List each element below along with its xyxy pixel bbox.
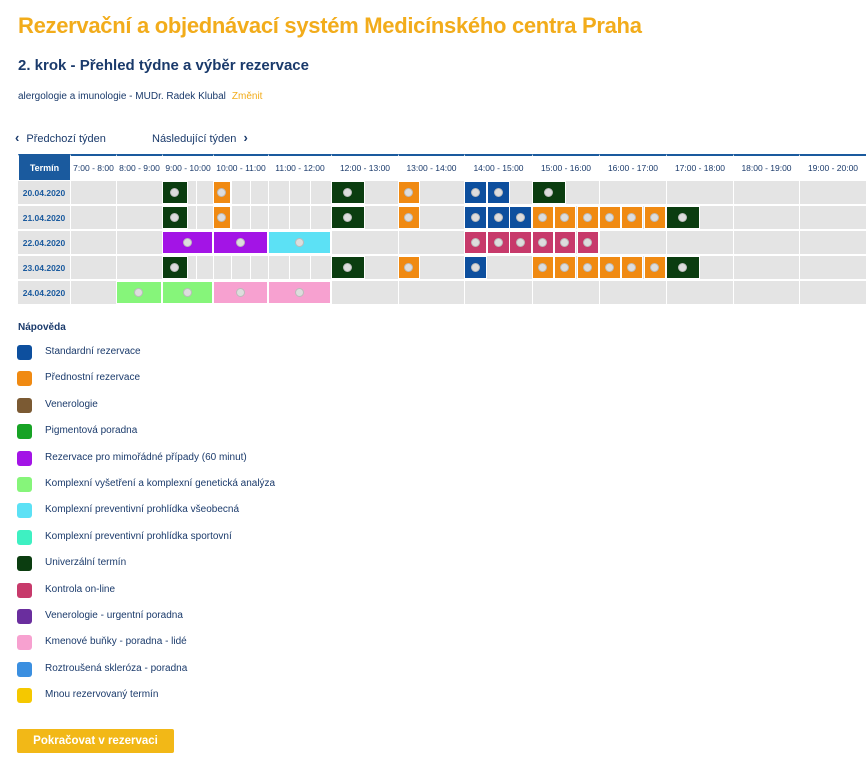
next-week-label: Následující týden [152, 133, 237, 145]
slot-dot-icon [538, 238, 547, 247]
slot-priority[interactable] [621, 206, 643, 229]
slot-priority[interactable] [554, 206, 576, 229]
header-hour: 11:00 - 12:00 [268, 154, 331, 180]
slot-universal[interactable] [666, 256, 700, 279]
legend-label: Kmenové buňky - poradna - lidé [45, 636, 187, 648]
slot-standard[interactable] [464, 256, 487, 279]
date-cell: 24.04.2020 [18, 281, 70, 304]
legend-label: Kontrola on-line [45, 583, 116, 595]
slot-priority[interactable] [398, 206, 420, 229]
slot-dot-icon [605, 213, 614, 222]
page-title: Rezervační a objednávací systém Medicínského centra Praha [18, 13, 642, 38]
hour-separator [398, 281, 399, 304]
header-hour: 18:00 - 19:00 [733, 154, 799, 180]
slot-separator [196, 181, 197, 204]
hour-separator [532, 281, 533, 304]
hour-separator [268, 206, 269, 229]
slot-priority[interactable] [644, 256, 666, 279]
hour-separator [70, 181, 71, 204]
legend-label: Univerzální termín [45, 557, 127, 569]
legend-swatch [17, 609, 32, 624]
slot-dot-icon [494, 188, 503, 197]
slot-separator [250, 206, 251, 229]
date-cell: 20.04.2020 [18, 181, 70, 204]
slot-dot-icon [343, 263, 352, 272]
slot-dot-icon [494, 213, 503, 222]
slot-dot-icon [170, 263, 179, 272]
hour-separator [799, 181, 800, 204]
hour-separator [70, 206, 71, 229]
slot-separator [196, 206, 197, 229]
slot-dot-icon [404, 188, 413, 197]
legend-label: Komplexní preventivní prohlídka všeobecná [45, 504, 240, 516]
slot-dot-icon [295, 238, 304, 247]
slot-priority[interactable] [599, 206, 621, 229]
hour-separator [666, 181, 667, 204]
hour-separator [599, 281, 600, 304]
prev-week-label: Předchozí týden [26, 133, 106, 145]
slot-universal[interactable] [666, 206, 700, 229]
slot-dot-icon [471, 188, 480, 197]
hour-separator [799, 231, 800, 254]
hour-separator [70, 256, 71, 279]
prev-week-link[interactable] [15, 130, 106, 145]
header-hour: 15:00 - 16:00 [532, 154, 599, 180]
hour-separator [733, 281, 734, 304]
slot-dot-icon [544, 188, 553, 197]
slot-dot-icon [343, 213, 352, 222]
slot-dot-icon [236, 238, 245, 247]
slot-standard[interactable] [464, 206, 487, 229]
legend-swatch [17, 556, 32, 571]
slot-universal[interactable] [532, 181, 566, 204]
date-cell: 22.04.2020 [18, 231, 70, 254]
legend-label: Venerologie [45, 398, 98, 410]
slot-dot-icon [538, 263, 547, 272]
header-hour: 14:00 - 15:00 [464, 154, 532, 180]
hour-separator [70, 231, 71, 254]
date-cell: 21.04.2020 [18, 206, 70, 229]
hour-separator [733, 231, 734, 254]
date-cell: 23.04.2020 [18, 256, 70, 279]
legend-title: Nápověda [18, 322, 66, 333]
legend-label: Standardní rezervace [45, 346, 141, 357]
slot-separator [310, 256, 311, 279]
hour-separator [799, 206, 800, 229]
slot-separator [250, 256, 251, 279]
hour-separator [666, 231, 667, 254]
hour-separator [599, 231, 600, 254]
slot-priority[interactable] [599, 256, 621, 279]
slot-universal[interactable] [331, 206, 365, 229]
slot-online[interactable] [487, 231, 510, 254]
slot-preventive-general[interactable] [268, 231, 331, 254]
hour-separator [464, 281, 465, 304]
hour-separator [70, 281, 71, 304]
hour-separator [666, 281, 667, 304]
slot-stem-cells[interactable] [213, 281, 268, 304]
legend-swatch [17, 530, 32, 545]
slot-dot-icon [170, 188, 179, 197]
legend-label: Komplexní vyšetření a komplexní genetická analýza [45, 478, 276, 489]
slot-extraordinary[interactable] [213, 231, 268, 254]
hour-separator [116, 206, 117, 229]
legend-swatch [17, 662, 32, 677]
hour-separator [116, 231, 117, 254]
slot-priority[interactable] [621, 256, 643, 279]
slot-dot-icon [605, 263, 614, 272]
slot-dot-icon [678, 263, 687, 272]
schedule-grid [18, 154, 866, 306]
slot-dot-icon [560, 213, 569, 222]
slot-standard[interactable] [464, 181, 487, 204]
change-link[interactable]: Změnit [231, 91, 263, 102]
legend-swatch [17, 451, 32, 466]
slot-separator [250, 181, 251, 204]
doctor-name: alergologie a imunologie - MUDr. Radek Klubal [18, 91, 226, 102]
legend-swatch [17, 477, 32, 492]
slot-stem-cells[interactable] [268, 281, 331, 304]
slot-dot-icon [471, 238, 480, 247]
slot-online[interactable] [554, 231, 576, 254]
slot-separator [231, 256, 232, 279]
slot-dot-icon [183, 288, 192, 297]
slot-dot-icon [583, 238, 592, 247]
slot-dot-icon [295, 288, 304, 297]
slot-universal[interactable] [162, 256, 188, 279]
slot-dot-icon [217, 188, 226, 197]
hour-separator [268, 256, 269, 279]
header-hour: 12:00 - 13:00 [331, 154, 398, 180]
slot-separator [289, 181, 290, 204]
slot-dot-icon [650, 213, 659, 222]
hour-separator [116, 181, 117, 204]
slot-dot-icon [583, 213, 592, 222]
header-termin: Termín [18, 154, 70, 180]
slot-dot-icon [404, 263, 413, 272]
slot-priority[interactable] [398, 181, 420, 204]
hour-separator [116, 256, 117, 279]
legend-label: Mnou rezervovaný termín [45, 689, 159, 701]
slot-online[interactable] [464, 231, 487, 254]
slot-dot-icon [134, 288, 143, 297]
header-hour: 9:00 - 10:00 [162, 154, 213, 180]
slot-dot-icon [627, 263, 636, 272]
slot-dot-icon [494, 238, 503, 247]
slot-standard[interactable] [487, 206, 510, 229]
slot-dot-icon [650, 263, 659, 272]
slot-priority[interactable] [577, 256, 599, 279]
header-hour: 19:00 - 20:00 [799, 154, 866, 180]
slot-separator [231, 181, 232, 204]
legend-swatch [17, 345, 32, 360]
chevron-left-icon: ‹ [15, 130, 20, 145]
legend-label: Komplexní preventivní prohlídka sportovní [45, 530, 232, 542]
legend-swatch [17, 371, 32, 386]
slot-separator [310, 206, 311, 229]
hour-separator [799, 256, 800, 279]
hour-separator [733, 181, 734, 204]
slot-separator [231, 206, 232, 229]
slot-dot-icon [627, 213, 636, 222]
hour-separator [268, 181, 269, 204]
chevron-right-icon: › [243, 130, 248, 145]
slot-dot-icon [404, 213, 413, 222]
slot-separator [289, 256, 290, 279]
slot-separator [289, 206, 290, 229]
hour-separator [599, 181, 600, 204]
header-hour: 8:00 - 9:00 [116, 154, 162, 180]
slot-complex[interactable] [116, 281, 162, 304]
slot-online[interactable] [509, 231, 532, 254]
slot-dot-icon [516, 238, 525, 247]
slot-dot-icon [538, 213, 547, 222]
continue-button[interactable]: Pokračovat v rezervaci [17, 729, 174, 753]
slot-separator [310, 181, 311, 204]
header-hour: 7:00 - 8:00 [70, 154, 116, 180]
header-hour: 13:00 - 14:00 [398, 154, 464, 180]
hour-separator [398, 231, 399, 254]
doctor-info [18, 91, 262, 102]
header-hour: 17:00 - 18:00 [666, 154, 733, 180]
slot-dot-icon [516, 213, 525, 222]
header-hour: 16:00 - 17:00 [599, 154, 666, 180]
slot-dot-icon [560, 238, 569, 247]
next-week-link[interactable] [152, 130, 248, 145]
hour-separator [213, 256, 214, 279]
legend-swatch [17, 583, 32, 598]
slot-dot-icon [183, 238, 192, 247]
slot-priority[interactable] [213, 206, 231, 229]
legend-swatch [17, 688, 32, 703]
step-title: 2. krok - Přehled týdne a výběr rezervace [18, 57, 309, 74]
legend-label: Rezervace pro mimořádné případy (60 minut) [45, 451, 247, 463]
slot-dot-icon [471, 263, 480, 272]
legend-swatch [17, 398, 32, 413]
hour-separator [331, 231, 332, 254]
slot-standard[interactable] [509, 206, 532, 229]
slot-priority[interactable] [644, 206, 666, 229]
slot-dot-icon [471, 213, 480, 222]
slot-extraordinary[interactable] [162, 231, 213, 254]
hour-separator [331, 281, 332, 304]
slot-priority[interactable] [398, 256, 420, 279]
legend-label: Roztroušená skleróza - poradna [45, 662, 188, 674]
slot-priority[interactable] [532, 256, 554, 279]
slot-priority[interactable] [213, 181, 231, 204]
slot-dot-icon [217, 213, 226, 222]
legend-label: Venerologie - urgentní poradna [45, 610, 183, 621]
slot-priority[interactable] [532, 206, 554, 229]
legend-swatch [17, 503, 32, 518]
slot-dot-icon [170, 213, 179, 222]
slot-complex[interactable] [162, 281, 213, 304]
legend-swatch [17, 635, 32, 650]
slot-universal[interactable] [162, 181, 188, 204]
hour-separator [799, 281, 800, 304]
slot-universal[interactable] [162, 206, 188, 229]
slot-universal[interactable] [331, 181, 365, 204]
slot-online[interactable] [532, 231, 554, 254]
slot-dot-icon [583, 263, 592, 272]
slot-dot-icon [236, 288, 245, 297]
slot-dot-icon [560, 263, 569, 272]
hour-separator [733, 206, 734, 229]
slot-priority[interactable] [554, 256, 576, 279]
hour-separator [733, 256, 734, 279]
slot-standard[interactable] [487, 181, 510, 204]
slot-priority[interactable] [577, 206, 599, 229]
legend-swatch [17, 424, 32, 439]
slot-universal[interactable] [331, 256, 365, 279]
slot-online[interactable] [577, 231, 599, 254]
slot-dot-icon [678, 213, 687, 222]
legend-label: Přednostní rezervace [45, 372, 141, 384]
header-hour: 10:00 - 11:00 [213, 154, 268, 180]
slot-dot-icon [343, 188, 352, 197]
legend-label: Pigmentová poradna [45, 425, 138, 437]
slot-separator [196, 256, 197, 279]
